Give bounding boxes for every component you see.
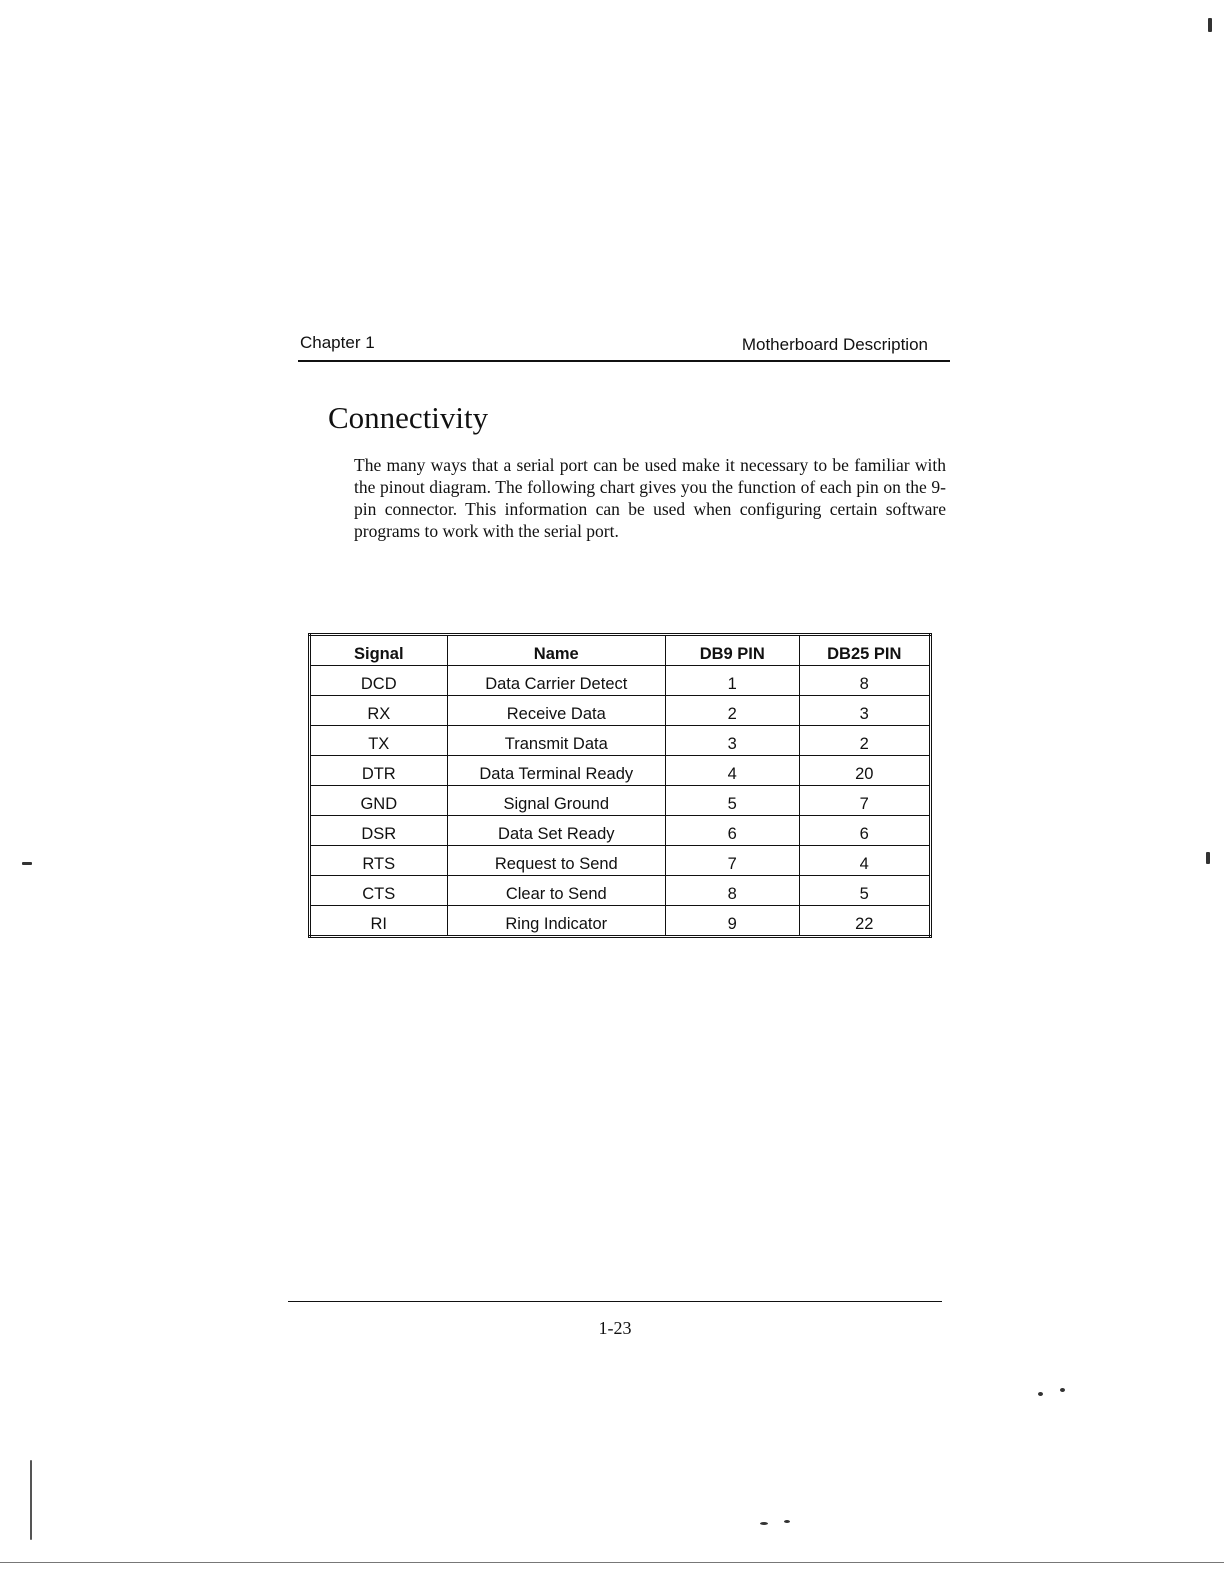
header-db25-pin: DB25 PIN — [799, 635, 931, 666]
scan-speck — [760, 1522, 768, 1525]
section-title: Connectivity — [328, 400, 489, 435]
cell-signal: DTR — [310, 756, 448, 786]
cell-db9-pin: 4 — [666, 756, 800, 786]
table-row — [310, 726, 931, 756]
table-row — [310, 846, 931, 876]
cell-db25-pin: 6 — [799, 816, 931, 846]
page-header — [298, 332, 950, 362]
cell-db9-pin: 3 — [666, 726, 800, 756]
cell-signal: GND — [310, 786, 448, 816]
cell-signal: RI — [310, 906, 448, 937]
cell-db25-pin: 3 — [799, 696, 931, 726]
scan-speck — [30, 1460, 32, 1540]
cell-db25-pin: 5 — [799, 876, 931, 906]
cell-name: Clear to Send — [447, 876, 665, 906]
intro-paragraph: The many ways that a serial port can be used make it necessary to be familiar with the pinout diagram. The following chart gives you the function of each pin on the 9-pin connector. This information can be used when configuring certain software programs to work with the serial port. — [354, 455, 946, 541]
chapter-label: Chapter 1 — [300, 333, 375, 352]
cell-db25-pin: 20 — [799, 756, 931, 786]
header-db9-pin: DB9 PIN — [666, 635, 800, 666]
table-row — [310, 906, 931, 937]
serial-pinout-table — [308, 633, 932, 938]
scan-speck — [784, 1520, 790, 1523]
cell-db25-pin: 2 — [799, 726, 931, 756]
section-label: Motherboard Description — [741, 335, 928, 354]
cell-db9-pin: 2 — [666, 696, 800, 726]
cell-name: Transmit Data — [447, 726, 665, 756]
cell-signal: RX — [310, 696, 448, 726]
cell-signal: CTS — [310, 876, 448, 906]
table-row — [310, 666, 931, 696]
header-name: Name — [447, 635, 665, 666]
cell-name: Receive Data — [447, 696, 665, 726]
cell-signal: DCD — [310, 666, 448, 696]
cell-db9-pin: 7 — [666, 846, 800, 876]
cell-name: Data Set Ready — [447, 816, 665, 846]
cell-db9-pin: 1 — [666, 666, 800, 696]
cell-db25-pin: 22 — [799, 906, 931, 937]
cell-name: Data Terminal Ready — [447, 756, 665, 786]
table-row — [310, 816, 931, 846]
scan-edge-line — [0, 1562, 1224, 1563]
scan-speck — [1208, 18, 1212, 32]
header-signal: Signal — [310, 635, 448, 666]
scan-speck — [1060, 1388, 1065, 1392]
cell-db25-pin: 7 — [799, 786, 931, 816]
cell-db9-pin: 8 — [666, 876, 800, 906]
cell-name: Data Carrier Detect — [447, 666, 665, 696]
cell-db25-pin: 4 — [799, 846, 931, 876]
table-row — [310, 786, 931, 816]
footer-rule — [288, 1301, 942, 1302]
cell-db9-pin: 5 — [666, 786, 800, 816]
cell-name: Ring Indicator — [447, 906, 665, 937]
table-row — [310, 756, 931, 786]
scan-speck — [1038, 1392, 1043, 1396]
cell-signal: TX — [310, 726, 448, 756]
cell-name: Request to Send — [447, 846, 665, 876]
cell-db9-pin: 6 — [666, 816, 800, 846]
cell-db9-pin: 9 — [666, 906, 800, 937]
cell-signal: DSR — [310, 816, 448, 846]
cell-name: Signal Ground — [447, 786, 665, 816]
cell-db25-pin: 8 — [799, 666, 931, 696]
scan-speck — [22, 862, 32, 865]
page-number: 1-23 — [598, 1318, 632, 1338]
cell-signal: RTS — [310, 846, 448, 876]
table-header-row — [310, 635, 931, 666]
table-row — [310, 696, 931, 726]
scan-speck — [1206, 852, 1210, 864]
table-row — [310, 876, 931, 906]
